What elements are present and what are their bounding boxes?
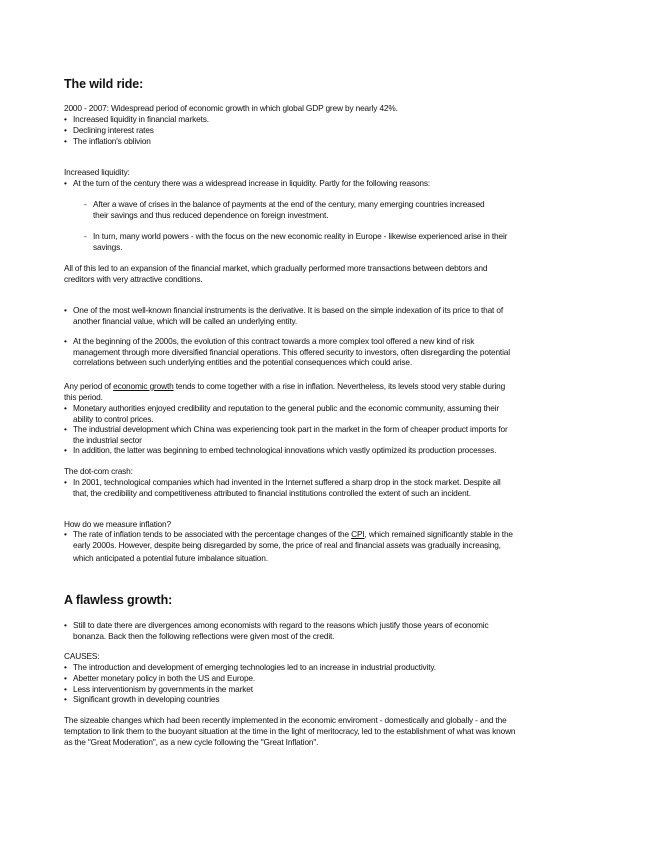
bullet-icon: • — [64, 529, 67, 539]
bullet-icon: • — [64, 424, 67, 434]
intro-text: 2000 - 2007: Widespread period of economic growth in which global GDP grew by nearly 42%. — [64, 103, 398, 113]
causes-title: CAUSES: — [64, 651, 100, 661]
paragraph: The sizeable changes which had been recently implemented in the economic enviroment - domestically and globally - and the — [64, 715, 507, 725]
paragraph: Any period of economic growth tends to come together with a rise in inflation. Nevertheless, its levels stood very stable during — [64, 381, 506, 391]
bullet-icon: • — [64, 445, 67, 455]
cpi-link[interactable]: CPI — [351, 529, 365, 539]
bullet-icon: • — [64, 336, 67, 346]
dash-icon: - — [84, 231, 87, 241]
section-heading-flawless-growth: A flawless growth: — [64, 593, 173, 607]
paragraph: as the "Great Moderation", as a new cycle following the "Great Inflation". — [64, 737, 319, 747]
paragraph-continuation: which anticipated a potential future imbalance situation. — [73, 553, 268, 563]
bullet-icon: • — [64, 114, 67, 124]
paragraph: this period. — [64, 392, 103, 402]
measure-title: How do we measure inflation? — [64, 519, 171, 529]
bullet-icon: • — [64, 136, 67, 146]
document-page: The wild ride: 2000 - 2007: Widespread period of economic growth in which global GDP grew by nearly 42%. • Increased liquidity in financial markets. • Declining interest rates • The inflation's oblivion Increased liquidity: • At the turn of the century there was a widespread increase in liquidity. Partly for the following reasons: - After a wave of crises in the balance of payments at the end of the century, many emerging countries increased their savings and thus reduced dependence on foreign investment. - In turn, many world powers - with the focus on the new economic reality in Europe - likewise experienced arise in their savings. All of this led to an expansion of the financial market, which gradually performed more transactions between debtors and creditors with very attractive conditions. • One of the most well-known financial instruments is the derivative. It is based on the simple indexation of its price to that of another financial value, which will be called an underlying entity. • At the beginning of the 2000s, the evolution of this contract towards a more complex tool offered a new kind of risk management through more diversified financial operations. This offered security to investors, often disregarding the potential correlations between such underlying entities and the potential consequences which could arise. Any period of economic growth tends to come together with a rise in inflation. Nevertheless, its levels stood very stable during this period. • Monetary authorities enjoyed credibility and reputation to the general public and the economic community, assuming their ability to control prices. • The industrial development which China was experiencing took part in the market in the form of cheaper product imports for the industrial sector • In addition, the latter was beginning to embed technological innovations which vastly optimized its production processes. The dot-com crash: • In 2001, technological companies which had invented in the Internet suffered a sharp drop in the stock market. Despite all that, the credibility and competitiveness attributed to financial institutions controlled the extent of such an incident. How do we measure inflation? • The rate of inflation tends to be associated with the percentage changes of the CPI, which remained significantly stable in the early 2000s. However, despite being disregarded by some, the price of real and financial assets was gradually increasing, which anticipated a potential future imbalance situation. A flawless growth: • Still to date there are divergences among economists with regard to the reasons which justify those years of economic bonanza. Back then the following reflections were given most of the credit. CAUSES: • The introduction and development of emerging technologies led to an increase in industrial productivity. • Abetter monetary policy in both the US and Europe. • Less interventionism by governments in the market • Significant growth in developing countries The sizeable changes which had been recently implemented in the economic enviroment - domestically and globally - and the temptation to link them to the buoyant situation at the time in the light of meritocracy, led to the establishment of what was known as the "Great Moderation", as a new cycle following the "Great Inflation". — [64, 77, 516, 747]
economic-growth-link[interactable]: economic growth — [113, 381, 174, 391]
section-heading-wild-ride: The wild ride: — [64, 77, 144, 91]
paragraph: temptation to link them to the buoyant situation at the time in the light of meritocracy, led to the establishment of what was known — [64, 726, 516, 736]
bullet-icon: • — [64, 694, 67, 704]
bullet-icon: • — [64, 403, 67, 413]
paragraph: creditors with very attractive conditions. — [64, 274, 203, 284]
bullet-icon: • — [64, 178, 67, 188]
bullet-icon: • — [64, 684, 67, 694]
dash-icon: - — [84, 199, 87, 209]
bullet-icon: • — [64, 673, 67, 683]
liquidity-title: Increased liquidity: — [64, 167, 130, 177]
bullet-icon: • — [64, 477, 67, 487]
bullet-icon: • — [64, 620, 67, 630]
dot-com-title: The dot-com crash: — [64, 466, 133, 476]
bullet-icon: • — [64, 125, 67, 135]
paragraph: All of this led to an expansion of the financial market, which gradually performed more transactions between debtors and — [64, 263, 488, 273]
bullet-icon: • — [64, 305, 67, 315]
bullet-icon: • — [64, 662, 67, 672]
